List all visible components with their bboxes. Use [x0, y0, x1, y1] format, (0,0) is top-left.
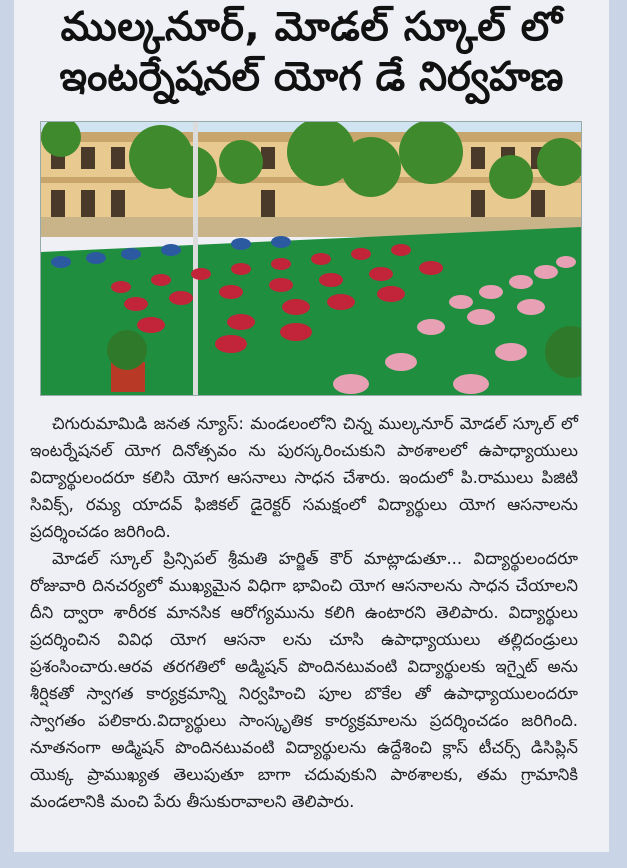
article-paragraph-2: మోడల్ స్కూల్ ప్రిన్సిపల్ శ్రీమతి హర్జిత్ కౌర్ మాట్లాడుతూ... విద్యార్థులందరూ రోజువారి దినచర్యలో ముఖ్యమైన విధిగా భావించి యోగ ఆసనాలను సాధన చేయాలని దీని ద్వారా శారీరక మానసిక ఆరోగ్యమును కలిగి ఉంటారని తెలిపారు. విద్యార్థులు ప్రదర్శించిన వివిధ యోగ ఆసనా లను చూసి ఉపాధ్యాయులు తల్లిదండ్రులు ప్రశంసించారు.ఆరవ తరగతిలో అడ్మిషన్ పొందినటువంటి విద్యార్థులకు ఇగ్నైట్ అను శీర్షికతో స్వాగత కార్యక్రమాన్ని నిర్వహించి పూల బొకేల తో ఉపాధ్యాయులందరూ స్వాగతం పలికారు.విద్యార్థులు సాంస్కృతిక కార్యక్రమాలను ప్రదర్శించడం జరిగింది. నూతనంగా అడ్మిషన్ పొందినటువంటి విద్యార్థులను ఉద్దేశించి క్లాస్ టీచర్స్ డిసిప్లిన్ యొక్క ప్రాముఖ్యత తెలుపుతూ బాగా చదువుకుని పాఠశాలకు, తమ గ్రామానికి మండలానికి మంచి పేరు తీసుకురావాలని తెలిపారు. — [30, 549, 578, 811]
headline-line-1: ముల్కనూర్, మోడల్ స్కూల్ లో — [60, 4, 563, 50]
yoga-day-photo — [40, 121, 582, 396]
article-body — [30, 410, 578, 815]
yoga-photo-illustration — [41, 122, 581, 395]
headline-line-2: ఇంటర్నేషనల్ యోగ డే నిర్వహణ — [59, 54, 564, 100]
article-paragraph-1: చిగురుమామిడి జనత న్యూస్: మండలంలోని చిన్న ముల్కనూర్ మోడల్ స్కూల్ లో ఇంటర్నేషనల్ యోగ దినోత్సవం ను పురస్కరించుకుని పాఠశాలలో ఉపాధ్యాయులు విద్యార్థులందరూ కలిసి యోగ ఆసనాలు సాధన చేశారు. ఇందులో పి.రాములు పిజిటి సివిక్స్, రమ్య యాదవ్ ఫిజికల్ డైరెక్టర్ సమక్షంలో విద్యార్థులు యోగ ఆసనాలను ప్రదర్శించడం జరిగింది. — [30, 414, 578, 541]
